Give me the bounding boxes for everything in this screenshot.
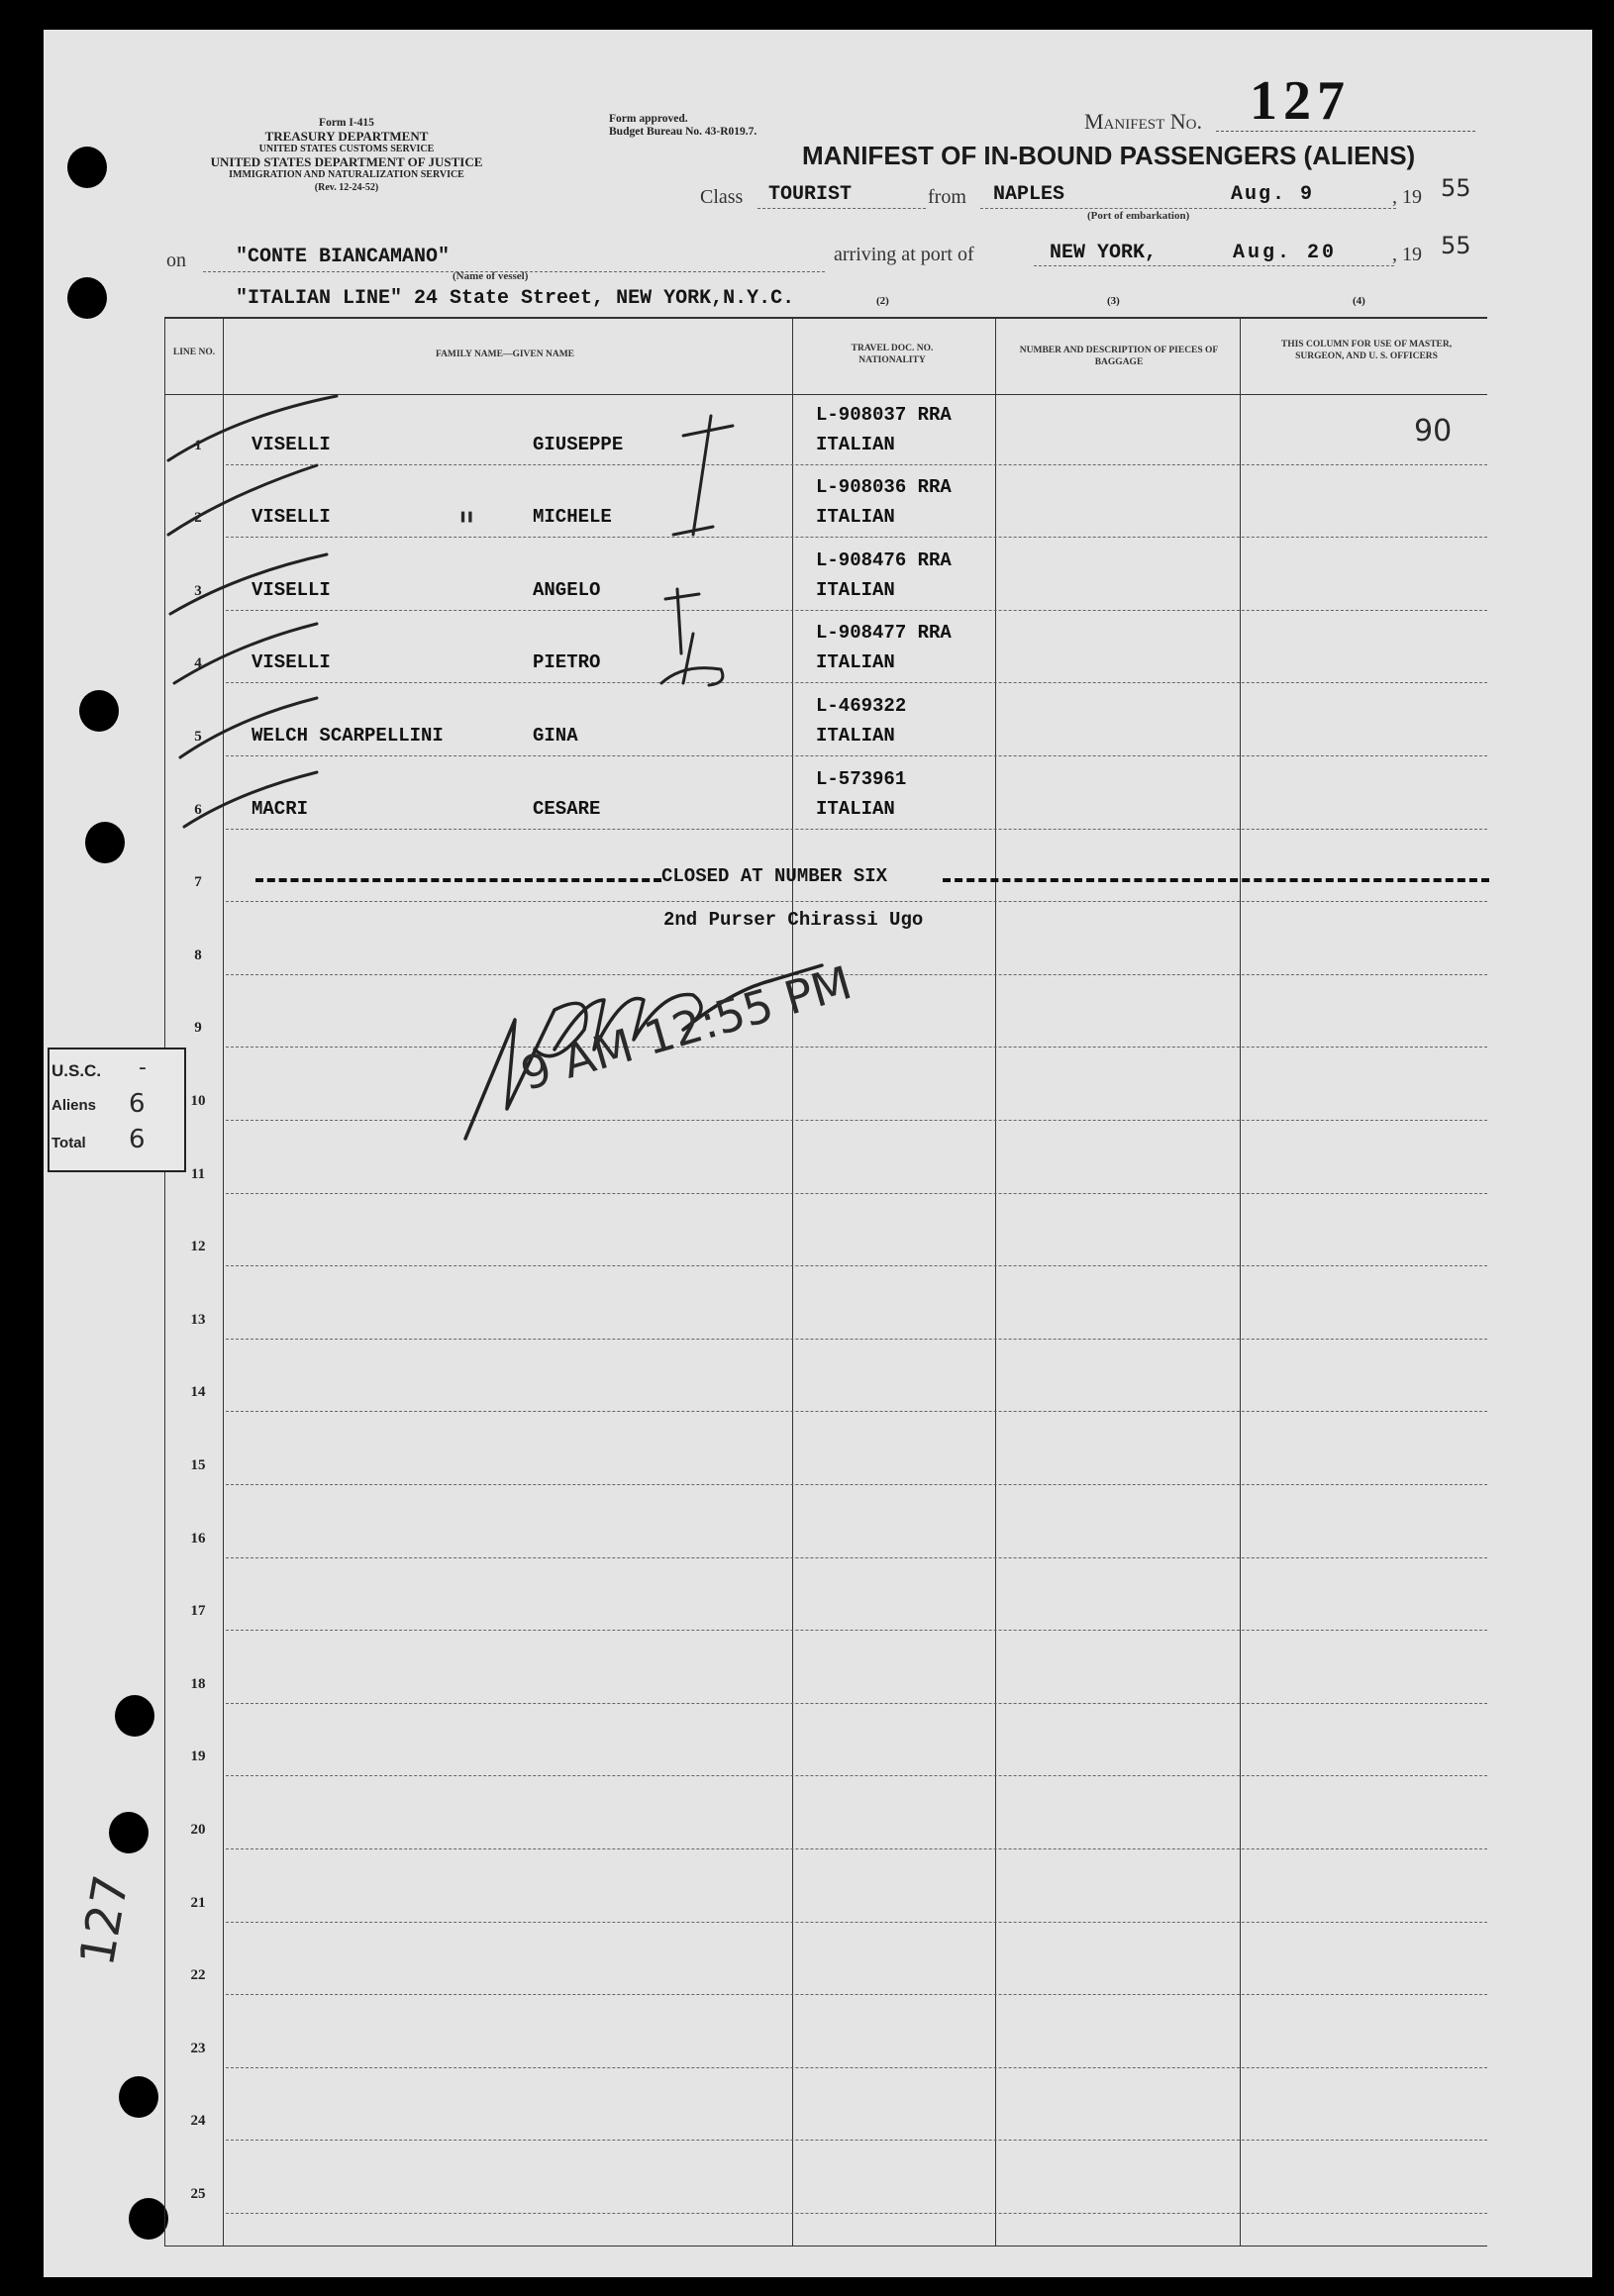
nationality: ITALIAN (816, 651, 895, 674)
from-label: from (928, 186, 966, 208)
nationality: ITALIAN (816, 725, 895, 747)
line-number: 7 (194, 874, 202, 891)
passenger-family-name: VISELLI (252, 651, 331, 674)
line-number: 20 (190, 1822, 206, 1838)
passenger-family-name: VISELLI (252, 433, 331, 455)
budget-bureau: Budget Bureau No. 43-R019.7. (609, 126, 757, 138)
dep-year-prefix: , 19 (1392, 186, 1422, 208)
passenger-given-name: GINA (533, 725, 578, 747)
line-number: 12 (190, 1239, 206, 1255)
manifest-label: Manifest No. (1084, 109, 1202, 134)
tally-total-value: 6 (129, 1125, 146, 1154)
passenger-given-name: ANGELO (533, 578, 601, 601)
on-label: on (166, 250, 186, 271)
passenger-family-name: MACRI (252, 797, 309, 820)
column-header-name: FAMILY NAME—GIVEN NAME (435, 349, 575, 359)
passenger-family-name: WELCH SCARPELLINI (252, 725, 444, 747)
line-number: 19 (190, 1748, 206, 1765)
tally-aliens-value: 6 (129, 1089, 146, 1119)
dept-name: TREASURY DEPARTMENT (264, 129, 429, 144)
ditto-mark: " (457, 505, 476, 550)
arrival-date: Aug. 20 (1233, 242, 1338, 264)
tally-total-label: Total (51, 1135, 86, 1151)
justice-dept: UNITED STATES DEPARTMENT OF JUSTICE (210, 154, 483, 169)
customs-service: UNITED STATES CUSTOMS SERVICE (258, 144, 435, 154)
line-number: 10 (190, 1093, 206, 1109)
passenger-given-name: PIETRO (533, 651, 601, 674)
margin-number: 127 (69, 1870, 141, 1970)
class-value: TOURIST (768, 183, 853, 206)
col-mark-2: (2) (876, 295, 889, 307)
line-number: 5 (194, 729, 202, 745)
tally-usc-label: U.S.C. (51, 1061, 102, 1080)
class-label: Class (700, 186, 744, 208)
line-number: 6 (194, 801, 202, 818)
nationality: ITALIAN (816, 506, 895, 529)
passenger-given-name: GIUSEPPE (533, 433, 624, 455)
handwritten-time: 9 AM 12:55 PM (515, 955, 857, 1101)
travel-doc-number: L-908477 RRA (816, 622, 952, 645)
line-number: 3 (194, 582, 202, 599)
revision: (Rev. 12-24-52) (314, 182, 379, 193)
arr-year-prefix: , 19 (1392, 244, 1422, 265)
line-number: 11 (190, 1165, 206, 1182)
line-number: 25 (190, 2186, 206, 2202)
passenger-family-name: VISELLI (252, 506, 331, 529)
line-number: 15 (190, 1457, 206, 1473)
line-number: 4 (194, 655, 202, 672)
approved-label: Form approved. (609, 113, 688, 125)
purser-signature: 2nd Purser Chirassi Ugo (663, 909, 924, 931)
closed-notice: CLOSED AT NUMBER SIX (661, 865, 888, 887)
line-number: 2 (194, 510, 202, 527)
ins-name: IMMIGRATION AND NATURALIZATION SERVICE (229, 169, 464, 180)
line-number: 23 (190, 2040, 206, 2056)
line-number: 13 (190, 1311, 206, 1328)
arriving-label: arriving at port of (834, 244, 974, 265)
departure-year: 55 (1441, 174, 1471, 202)
travel-doc-number: L-908476 RRA (816, 549, 952, 571)
column-header-line: LINE NO. (172, 348, 216, 357)
nationality: ITALIAN (816, 433, 895, 455)
line-number: 16 (190, 1530, 206, 1547)
travel-doc-number: L-908036 RRA (816, 476, 952, 499)
line-number: 14 (190, 1384, 206, 1401)
from-value: NAPLES (993, 183, 1065, 206)
line-number: 24 (190, 2113, 206, 2130)
passenger-given-name: CESARE (533, 797, 601, 820)
line-number: 18 (190, 1675, 206, 1692)
line-number: 17 (190, 1603, 206, 1620)
line-number: 1 (194, 437, 202, 453)
nationality: ITALIAN (816, 578, 895, 601)
line-number: 21 (190, 1894, 206, 1911)
passenger-family-name: VISELLI (252, 578, 331, 601)
travel-doc-number: L-573961 (816, 767, 907, 790)
passenger-given-name: MICHELE (533, 506, 612, 529)
form-number: Form I-415 (319, 117, 374, 129)
tally-usc-value: - (139, 1055, 147, 1080)
col-mark-4: (4) (1353, 295, 1365, 307)
shipping-line: "ITALIAN LINE" 24 State Street, NEW YORK,N.Y.C. (236, 287, 795, 310)
travel-doc-number: L-908037 RRA (816, 403, 952, 426)
line-number: 9 (194, 1020, 202, 1037)
manifest-number: 127 (1250, 70, 1351, 132)
vessel-name: "CONTE BIANCAMANO" (236, 246, 451, 268)
nationality: ITALIAN (816, 797, 895, 820)
page-title: MANIFEST OF IN-BOUND PASSENGERS (ALIENS) (802, 141, 1416, 170)
line-number: 8 (194, 947, 202, 963)
travel-doc-number: L-469322 (816, 695, 907, 717)
port-caption: (Port of embarkation) (1087, 210, 1190, 222)
arrival-year: 55 (1441, 232, 1471, 259)
vessel-caption: (Name of vessel) (453, 270, 529, 282)
column-header-doc: TRAVEL DOC. NO. NATIONALITY (851, 344, 934, 365)
departure-date: Aug. 9 (1231, 183, 1315, 206)
col-mark-3: (3) (1107, 295, 1120, 307)
column-header-officers: THIS COLUMN FOR USE OF MASTER, SURGEON, AND U. S. OFFICERS (1280, 340, 1453, 361)
column-header-baggage: NUMBER AND DESCRIPTION OF PIECES OF BAGGAGE (1019, 346, 1219, 367)
tally-aliens-label: Aliens (51, 1097, 97, 1114)
arrival-port: NEW YORK, (1050, 242, 1158, 264)
line-number: 22 (190, 1967, 206, 1984)
officer-note: 90 (1414, 414, 1453, 449)
